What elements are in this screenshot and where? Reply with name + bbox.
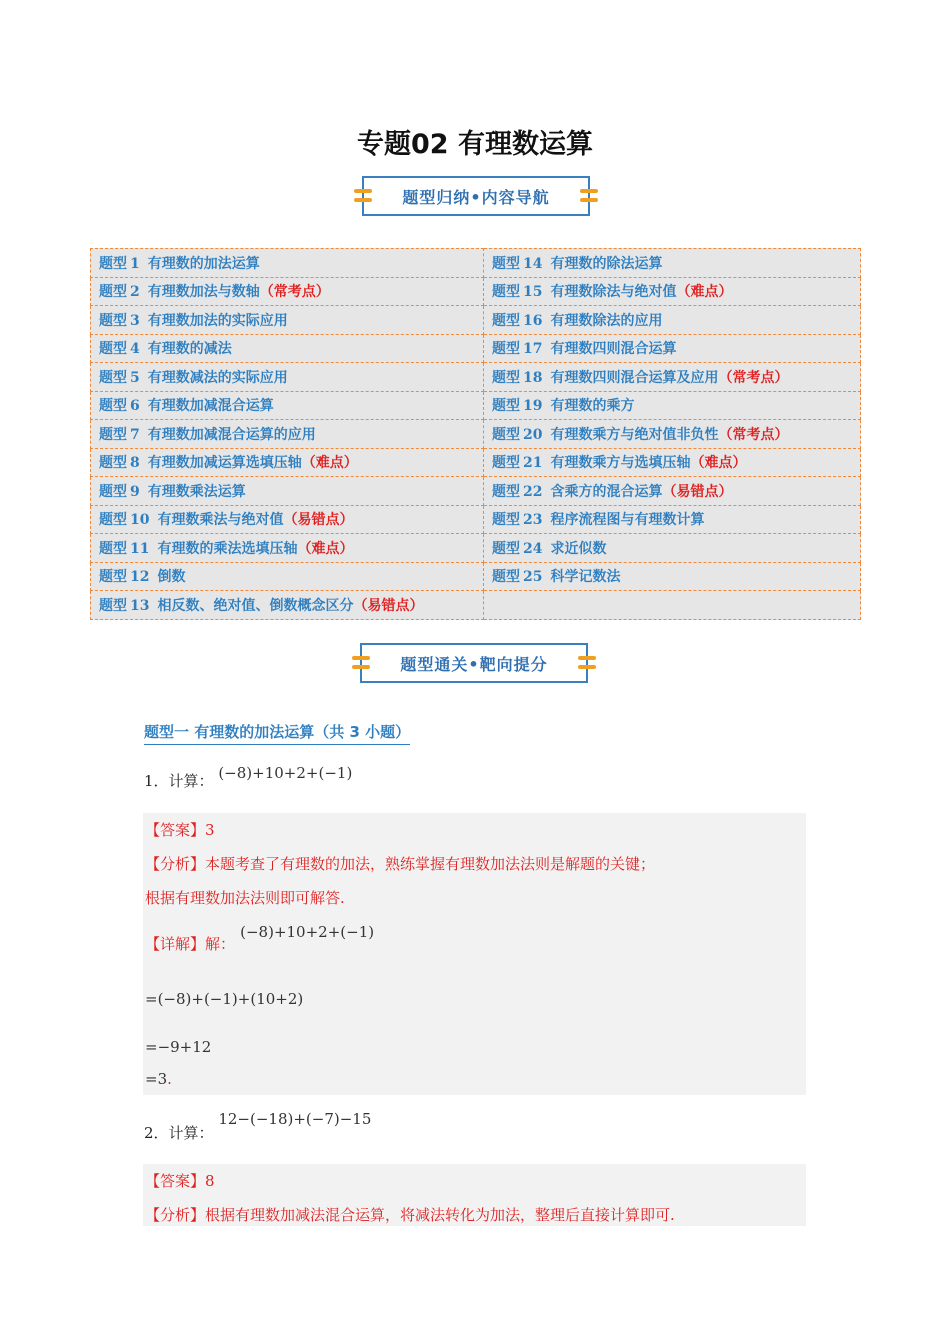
answer-value: 3 xyxy=(205,821,215,839)
banner-deco-icon xyxy=(354,186,372,206)
solution-step: =(−8)+(−1)+(10+2) xyxy=(145,990,304,1008)
toc-item-label: 题型 xyxy=(492,569,520,586)
toc-item-number: 21 xyxy=(523,455,543,472)
toc-item-label: 题型 xyxy=(99,597,127,614)
toc-item-label: 题型 xyxy=(492,341,520,358)
toc-item-name: 有理数除法的应用 xyxy=(550,312,663,329)
toc-item[interactable] xyxy=(484,334,861,363)
toc-item-number: 19 xyxy=(523,398,543,415)
answer-label: 【答案】 xyxy=(145,821,206,839)
answer-line xyxy=(145,819,215,840)
toc-item[interactable] xyxy=(91,505,484,534)
toc-item[interactable] xyxy=(91,334,484,363)
toc-item-number: 8 xyxy=(130,455,140,472)
banner-text: 题型归纳•内容导航 xyxy=(402,187,550,207)
toc-item-name: 求近似数 xyxy=(550,540,607,557)
analysis-line xyxy=(145,853,655,874)
toc-item-name: 有理数加减运算选填压轴 xyxy=(147,455,302,472)
toc-item-name: 有理数加法的实际应用 xyxy=(147,312,288,329)
toc-item-number: 16 xyxy=(523,312,543,329)
question-expression: (−8)+10+2+(−1) xyxy=(218,764,353,782)
toc-item-number: 23 xyxy=(523,512,543,529)
question-prompt: 2．计算： xyxy=(144,1124,214,1142)
toc-item-name: 有理数除法与绝对值 xyxy=(550,284,677,301)
toc-item[interactable] xyxy=(91,534,484,563)
toc-item-number: 5 xyxy=(130,369,140,386)
banner-content-nav xyxy=(362,176,590,216)
toc-item[interactable] xyxy=(91,420,484,449)
toc-item-label: 题型 xyxy=(99,483,127,500)
answer-value: 8 xyxy=(205,1172,215,1190)
solution-step: =3 xyxy=(145,1070,168,1088)
question-expression: 12−(−18)+(−7)−15 xyxy=(218,1110,372,1128)
solution-step-3 xyxy=(145,1069,172,1088)
toc-item-label: 题型 xyxy=(99,540,127,557)
toc-item-label: 题型 xyxy=(492,483,520,500)
toc-item-tag: （易错点） xyxy=(283,512,354,529)
toc-item-number: 11 xyxy=(130,540,150,557)
toc-item-name: 相反数、绝对值、倒数概念区分 xyxy=(157,597,354,614)
toc-item-label: 题型 xyxy=(99,312,127,329)
toc-row xyxy=(91,562,861,591)
toc-item-label: 题型 xyxy=(492,398,520,415)
analysis-label: 【分析】 xyxy=(145,855,206,873)
toc-item-name: 有理数的减法 xyxy=(147,341,232,358)
toc-item-label: 题型 xyxy=(99,255,127,272)
toc-item[interactable] xyxy=(484,363,861,392)
toc-item-label: 题型 xyxy=(492,284,520,301)
toc-item-label: 题型 xyxy=(492,255,520,272)
banner-practice xyxy=(360,643,588,683)
toc-item-number: 12 xyxy=(130,569,150,586)
toc-item-number: 4 xyxy=(130,341,140,358)
solution-step: (−8)+10+2+(−1) xyxy=(240,923,375,941)
banner-deco-icon xyxy=(578,653,596,673)
toc-item-number: 10 xyxy=(130,512,150,529)
toc-item-number: 22 xyxy=(523,483,543,500)
analysis-text: 本题考查了有理数的加法，熟练掌握有理数加法法则是解题的关键； xyxy=(205,855,656,873)
toc-item-tag: （难点） xyxy=(676,284,733,301)
toc-item[interactable] xyxy=(484,391,861,420)
toc-item-label: 题型 xyxy=(492,426,520,443)
toc-item[interactable] xyxy=(484,562,861,591)
toc-row xyxy=(91,448,861,477)
toc-item-name: 有理数加减混合运算的应用 xyxy=(147,426,316,443)
toc-item-name: 有理数的乘方 xyxy=(550,398,635,415)
toc-item-label: 题型 xyxy=(99,569,127,586)
answer-line xyxy=(145,1170,215,1191)
toc-item-name: 有理数乘法与绝对值 xyxy=(157,512,284,529)
toc-item-label: 题型 xyxy=(99,284,127,301)
toc-item-number: 1 xyxy=(130,255,140,272)
toc-item-number: 9 xyxy=(130,483,140,500)
toc-item-tag: （易错点） xyxy=(662,483,733,500)
answer-label: 【答案】 xyxy=(145,1172,206,1190)
toc-item[interactable] xyxy=(484,505,861,534)
toc-item-label: 题型 xyxy=(99,426,127,443)
toc-item-label: 题型 xyxy=(99,341,127,358)
toc-item-name: 有理数乘法运算 xyxy=(147,483,246,500)
toc-item-name: 有理数加法与数轴 xyxy=(147,284,260,301)
toc-row xyxy=(91,277,861,306)
toc-item-name: 科学记数法 xyxy=(550,569,621,586)
toc-item-number: 2 xyxy=(130,284,140,301)
banner-deco-icon xyxy=(580,186,598,206)
toc-item[interactable] xyxy=(91,391,484,420)
toc-row xyxy=(91,420,861,449)
toc-item-number: 20 xyxy=(523,426,543,443)
toc-item-number: 15 xyxy=(523,284,543,301)
detail-label: 【详解】 xyxy=(145,935,206,953)
page-title: 专题02 有理数运算 xyxy=(357,129,593,160)
toc-item-tag: （易错点） xyxy=(353,597,424,614)
toc-row xyxy=(91,477,861,506)
toc-item-name: 程序流程图与有理数计算 xyxy=(550,512,705,529)
question-2 xyxy=(144,1108,372,1142)
toc-item-name: 有理数加减混合运算 xyxy=(147,398,274,415)
toc-item-label: 题型 xyxy=(492,312,520,329)
toc-item[interactable] xyxy=(91,591,484,620)
toc-item-name: 有理数的除法运算 xyxy=(550,255,663,272)
detail-prefix: 解： xyxy=(205,935,236,953)
toc-item[interactable] xyxy=(484,534,861,563)
toc-item[interactable] xyxy=(91,277,484,306)
toc-row xyxy=(91,505,861,534)
toc-row xyxy=(91,534,861,563)
toc-item-number: 17 xyxy=(523,341,543,358)
toc-item[interactable] xyxy=(484,306,861,335)
toc-item-name: 有理数乘方与绝对值非负性 xyxy=(550,426,719,443)
toc-item-tag: （常考点） xyxy=(718,369,789,386)
toc-item-number: 13 xyxy=(130,597,150,614)
toc-item[interactable] xyxy=(484,477,861,506)
toc-item-name: 有理数的乘法选填压轴 xyxy=(157,540,298,557)
toc-row xyxy=(91,391,861,420)
answer-box-2 xyxy=(143,1164,806,1226)
toc-item-label: 题型 xyxy=(492,512,520,529)
toc-item-name: 有理数乘方与选填压轴 xyxy=(550,455,691,472)
banner-deco-icon xyxy=(352,653,370,673)
toc-item[interactable] xyxy=(91,249,484,278)
toc-item-name: 有理数四则混合运算及应用 xyxy=(550,369,719,386)
toc-item-number: 24 xyxy=(523,540,543,557)
toc-item-number: 3 xyxy=(130,312,140,329)
toc-item[interactable] xyxy=(91,306,484,335)
toc-item-name: 有理数的加法运算 xyxy=(147,255,260,272)
toc-item-name: 含乘方的混合运算 xyxy=(550,483,663,500)
toc-item-name: 倒数 xyxy=(157,569,186,586)
toc-row xyxy=(91,306,861,335)
toc-item-number: 14 xyxy=(523,255,543,272)
question-1 xyxy=(144,762,353,790)
toc-item-label: 题型 xyxy=(99,455,127,472)
toc-item[interactable] xyxy=(484,591,861,620)
toc-item[interactable] xyxy=(91,363,484,392)
toc-item-name: 有理数四则混合运算 xyxy=(550,341,677,358)
toc-item-number: 7 xyxy=(130,426,140,443)
toc-item[interactable] xyxy=(484,277,861,306)
toc-item[interactable] xyxy=(484,448,861,477)
analysis-line xyxy=(145,1204,675,1225)
toc-row xyxy=(91,334,861,363)
toc-item-tag: （难点） xyxy=(301,455,358,472)
toc-item-number: 18 xyxy=(523,369,543,386)
answer-box-1 xyxy=(143,813,806,1095)
toc-item-tag: （难点） xyxy=(690,455,747,472)
toc-item[interactable] xyxy=(484,249,861,278)
analysis-text: 根据有理数加减法混合运算，将减法转化为加法，整理后直接计算即可. xyxy=(205,1206,675,1224)
toc-item-label: 题型 xyxy=(492,455,520,472)
toc-item[interactable] xyxy=(484,420,861,449)
toc-item-number: 6 xyxy=(130,398,140,415)
toc-row xyxy=(91,249,861,278)
section-title: 题型一 有理数的加法运算（共 3 小题） xyxy=(144,721,410,745)
toc-item-name: 有理数减法的实际应用 xyxy=(147,369,288,386)
toc-item[interactable] xyxy=(91,477,484,506)
toc-item-label: 题型 xyxy=(492,540,520,557)
question-prompt: 1．计算： xyxy=(144,772,214,790)
toc-item-tag: （难点） xyxy=(297,540,354,557)
toc-row xyxy=(91,591,861,620)
toc-item[interactable] xyxy=(91,448,484,477)
toc-item-tag: （常考点） xyxy=(718,426,789,443)
banner-text: 题型通关•靶向提分 xyxy=(400,654,548,674)
detail-line xyxy=(145,921,375,953)
analysis-line-2 xyxy=(145,887,345,908)
solution-step: =−9+12 xyxy=(145,1038,212,1056)
toc-item-label: 题型 xyxy=(99,398,127,415)
analysis-label: 【分析】 xyxy=(145,1206,206,1224)
toc-item[interactable] xyxy=(91,562,484,591)
toc-item-number: 25 xyxy=(523,569,543,586)
analysis-text: 根据有理数加法法则即可解答. xyxy=(145,889,345,907)
toc-item-label: 题型 xyxy=(492,369,520,386)
toc-item-label: 题型 xyxy=(99,369,127,386)
period: . xyxy=(167,1070,172,1088)
toc-row xyxy=(91,363,861,392)
solution-step-1 xyxy=(145,989,303,1008)
solution-step-2 xyxy=(145,1037,211,1056)
toc-item-tag: （常考点） xyxy=(259,284,330,301)
toc-item-label: 题型 xyxy=(99,512,127,529)
toc-table xyxy=(90,248,861,620)
